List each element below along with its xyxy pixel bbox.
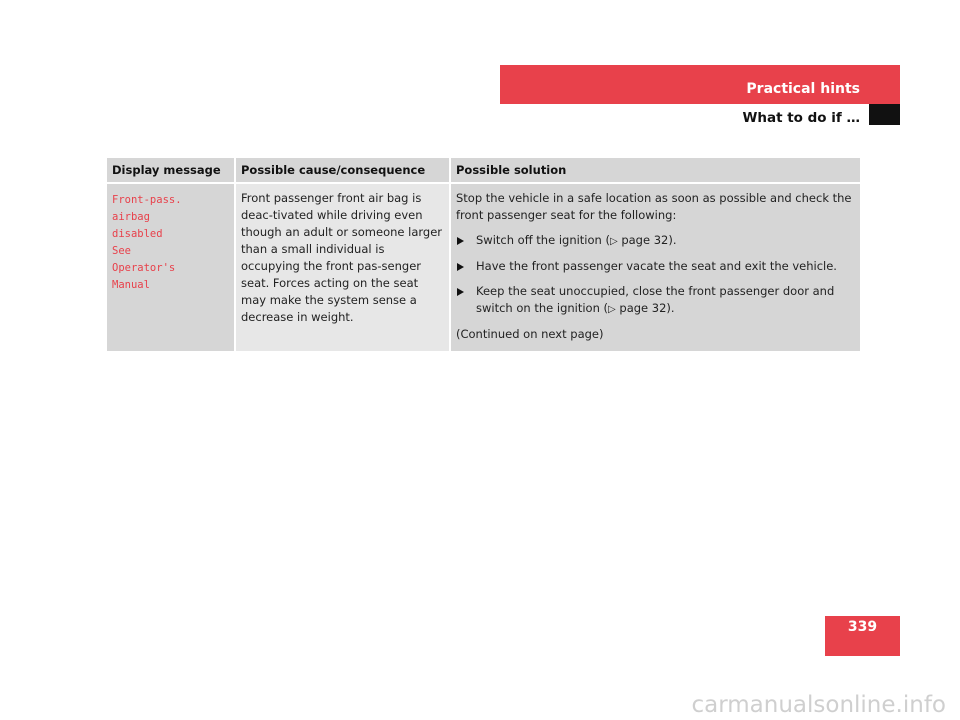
header-possible-solution: Possible solution bbox=[450, 158, 860, 183]
page-number: 339 bbox=[847, 619, 878, 635]
table-header-row bbox=[107, 158, 860, 183]
page-reference: page 32). bbox=[617, 233, 677, 247]
solution-cell bbox=[450, 183, 860, 351]
display-message-line: Operator's bbox=[112, 262, 176, 274]
hints-table bbox=[107, 158, 860, 351]
display-message-line: airbag bbox=[112, 211, 150, 223]
step-text: Switch off the ignition ( bbox=[476, 233, 610, 247]
page-ref-arrow-icon: ▷ bbox=[608, 304, 616, 315]
section-title: Practical hints bbox=[746, 81, 860, 97]
continued-note: (Continued on next page) bbox=[456, 327, 604, 341]
header-tab-marker bbox=[869, 104, 900, 125]
display-message-line: See bbox=[112, 245, 131, 257]
page-reference: page 32). bbox=[615, 301, 675, 315]
solution-intro: Stop the vehicle in a safe location as soon as possible and check the front passenger seat for the following: bbox=[456, 191, 852, 222]
solution-step bbox=[456, 232, 855, 250]
display-message-line: Front-pass. bbox=[112, 194, 182, 206]
page-ref-arrow-icon: ▷ bbox=[609, 236, 618, 247]
cause-cell bbox=[235, 183, 450, 351]
display-message-line: disabled bbox=[112, 228, 163, 240]
subsection-title: What to do if … bbox=[742, 110, 860, 126]
page-number-box bbox=[825, 616, 900, 656]
header-possible-cause: Possible cause/consequence bbox=[235, 158, 450, 183]
step-arrow-icon bbox=[457, 237, 464, 245]
solution-step bbox=[456, 283, 855, 318]
display-message-text bbox=[112, 192, 229, 294]
step-arrow-icon bbox=[457, 263, 464, 271]
cause-text: Front passenger front air bag is deac-tivated while driving even though an adult or someone larger than a small individual is occupying the front pas-senger seat. Forces acting on the seat may make the system sense a decrease in weight. bbox=[241, 191, 443, 324]
display-message-line: Manual bbox=[112, 279, 150, 291]
watermark: carmanualsonline.info bbox=[691, 692, 946, 718]
step-arrow-icon bbox=[457, 288, 464, 296]
table-row bbox=[107, 183, 860, 351]
solution-step bbox=[456, 258, 855, 275]
step-text: Have the front passenger vacate the seat and exit the vehicle. bbox=[476, 259, 837, 273]
header-display-message: Display message bbox=[107, 158, 235, 183]
step-text: Keep the seat unoccupied, close the front passenger door and switch on the ignition ( bbox=[476, 284, 835, 315]
display-message-cell bbox=[107, 183, 235, 351]
